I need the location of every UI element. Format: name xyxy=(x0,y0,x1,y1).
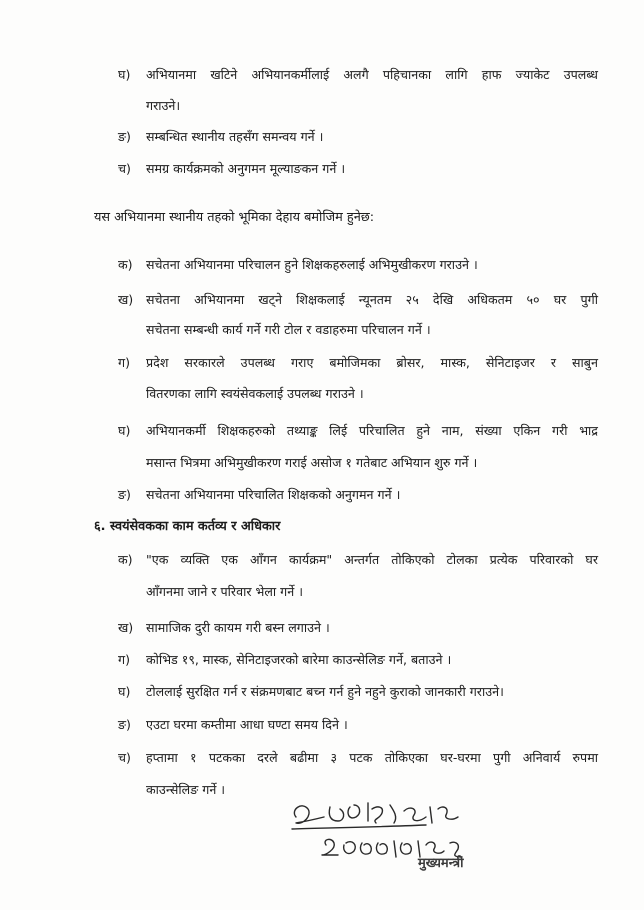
list-item-line: कोभिड १९, मास्क, सेनिटाइजरको बारेमा काउन्सेलिङ गर्ने, बताउने । xyxy=(146,652,452,667)
list-item-line: मसान्त भित्रमा अभिमुखीकरण गराई असोज १ गतेबाट अभियान शुरु गर्ने । xyxy=(146,455,478,470)
list-marker: ङ) xyxy=(118,487,131,502)
list-item-line: वितरणका लागि स्वयंसेवकलाई उपलब्ध गराउने । xyxy=(146,386,364,401)
list-marker: ख) xyxy=(118,620,134,635)
list-marker: घ) xyxy=(118,67,131,82)
list-marker: ङ) xyxy=(118,717,131,732)
list-marker: च) xyxy=(118,161,131,176)
list-item-line: हप्तामा १ पटकका दरले बढीमा ३ पटक तोकिएका घर-घरमा पुगी अनिवार्य रुपमा xyxy=(146,750,598,765)
list-item-line: गराउने। xyxy=(146,98,181,113)
stamp-title: मुख्यमन्त्री xyxy=(418,856,464,871)
list-item-line: आँगनमा जाने र परिवार भेला गर्ने । xyxy=(146,584,303,599)
list-item-line: सचेतना अभियानमा परिचालन हुने शिक्षकहरुलाई अभिमुखीकरण गराउने । xyxy=(146,257,478,272)
list-item-line: प्रदेश सरकारले उपलब्ध गराए बमोजिमका ब्रोसर, मास्क, सेनिटाइजर र साबुन xyxy=(146,355,598,370)
list-marker: घ) xyxy=(118,684,131,699)
section-heading: ६. स्वयंसेवकका काम कर्तव्य र अधिकार xyxy=(94,519,281,534)
handwritten-signature xyxy=(286,795,506,870)
list-item-line: एउटा घरमा कम्तीमा आधा घण्टा समय दिने । xyxy=(146,717,348,732)
list-marker: घ) xyxy=(118,423,131,438)
list-item-line: सामाजिक दुरी कायम गरी बस्न लगाउने । xyxy=(146,620,330,635)
list-item-line: सचेतना सम्बन्धी कार्य गर्ने गरी टोल र वडाहरुमा परिचालन गर्ने । xyxy=(146,322,431,337)
list-item-line: "एक व्यक्ति एक आँगन कार्यक्रम" अन्तर्गत तोकिएको टोलका प्रत्येक परिवारको घर xyxy=(146,552,598,567)
list-item-line: काउन्सेलिङ गर्ने । xyxy=(146,782,226,797)
local-role-intro: यस अभियानमा स्थानीय तहको भूमिका देहाय बमोजिम हुनेछ: xyxy=(94,210,375,225)
list-item-line: सम्बन्धित स्थानीय तहसँग समन्वय गर्ने । xyxy=(146,129,324,144)
list-item-line: समग्र कार्यक्रमको अनुगमन मूल्याङकन गर्ने । xyxy=(146,161,346,176)
list-item-line: सचेतना अभियानमा परिचालित शिक्षकको अनुगमन गर्ने । xyxy=(146,487,401,502)
list-marker: ङ) xyxy=(118,129,131,144)
list-marker: क) xyxy=(118,257,133,272)
list-marker: ग) xyxy=(118,355,131,370)
list-marker: ख) xyxy=(118,292,134,307)
list-marker: क) xyxy=(118,552,133,567)
list-marker: ग) xyxy=(118,652,131,667)
list-item-line: अभियानकर्मी शिक्षकहरुको तथ्याङ्क लिई परिचालित हुने नाम, संख्या एकिन गरी भाद्र xyxy=(146,423,598,438)
list-item-line: अभियानमा खटिने अभियानकर्मीलाई अलगै पहिचानका लागि हाफ ज्याकेट उपलब्ध xyxy=(146,67,598,82)
list-marker: च) xyxy=(118,750,131,765)
list-item-line: सचेतना अभियानमा खट्ने शिक्षकलाई न्यूनतम २५ देखि अधिकतम ५० घर पुगी xyxy=(146,292,598,307)
list-item-line: टोललाई सुरक्षित गर्न र संक्रमणबाट बच्न गर्न हुने नहुने कुराको जानकारी गराउने। xyxy=(146,684,504,699)
